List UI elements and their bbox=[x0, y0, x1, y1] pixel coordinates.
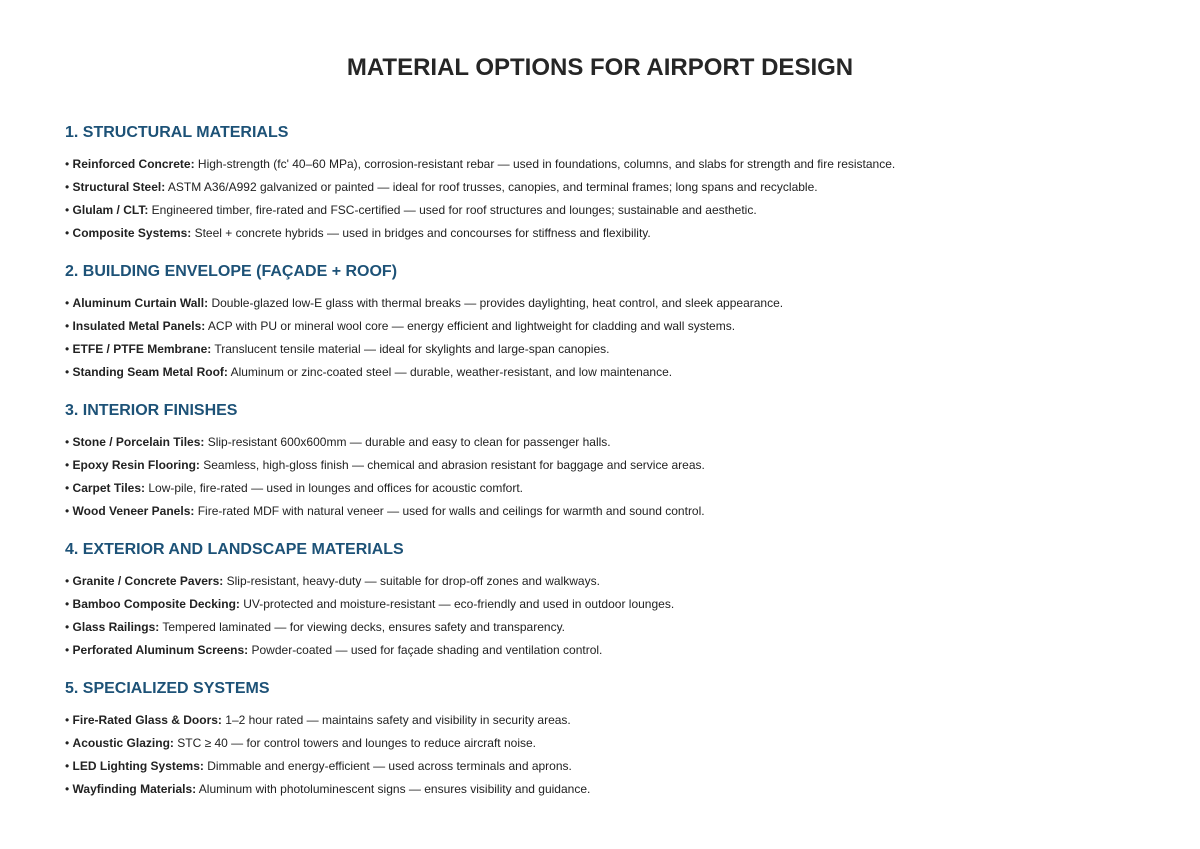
item-description: Slip-resistant 600x600mm — durable and easy to clean for passenger halls. bbox=[207, 435, 611, 449]
item-description: Dimmable and energy-efficient — used across terminals and aprons. bbox=[207, 759, 572, 773]
item-description: Steel + concrete hybrids — used in bridges and concourses for stiffness and flexibility. bbox=[194, 226, 651, 240]
bullet-icon: • bbox=[65, 296, 70, 310]
list-item bbox=[65, 222, 1145, 245]
item-label: ETFE / PTFE Membrane: bbox=[72, 342, 212, 356]
item-label: Wayfinding Materials: bbox=[72, 782, 197, 796]
list-item bbox=[65, 361, 1145, 384]
bullet-icon: • bbox=[65, 203, 70, 217]
item-description: Low-pile, fire-rated — used in lounges and offices for acoustic comfort. bbox=[148, 481, 523, 495]
bullet-icon: • bbox=[65, 342, 70, 356]
item-label: Perforated Aluminum Screens: bbox=[72, 643, 249, 657]
list-item bbox=[65, 500, 1145, 523]
bullet-icon: • bbox=[65, 180, 70, 194]
section-heading: 4. EXTERIOR AND LANDSCAPE MATERIALS bbox=[65, 541, 404, 558]
bullet-icon: • bbox=[65, 574, 70, 588]
item-description: STC ≥ 40 — for control towers and lounges to reduce aircraft noise. bbox=[177, 736, 536, 750]
list-item bbox=[65, 570, 1145, 593]
section-heading: 2. BUILDING ENVELOPE (FAÇADE + ROOF) bbox=[65, 263, 398, 280]
bullet-icon: • bbox=[65, 736, 70, 750]
item-description: Tempered laminated — for viewing decks, ensures safety and transparency. bbox=[162, 620, 566, 634]
item-description: ACP with PU or mineral wool core — energy efficient and lightweight for cladding and wall systems. bbox=[207, 319, 736, 333]
bullet-icon: • bbox=[65, 365, 70, 379]
bullet-icon: • bbox=[65, 226, 70, 240]
item-label: Structural Steel: bbox=[72, 180, 166, 194]
section bbox=[65, 540, 1145, 662]
bullet-icon: • bbox=[65, 643, 70, 657]
bullet-icon: • bbox=[65, 759, 70, 773]
list-item bbox=[65, 454, 1145, 477]
section-heading: 1. STRUCTURAL MATERIALS bbox=[65, 124, 289, 141]
item-description: Seamless, high-gloss finish — chemical and abrasion resistant for baggage and service areas. bbox=[203, 458, 705, 472]
list-item bbox=[65, 732, 1145, 755]
section bbox=[65, 401, 1145, 523]
section bbox=[65, 679, 1145, 801]
section bbox=[65, 262, 1145, 384]
list-item bbox=[65, 431, 1145, 454]
bullet-icon: • bbox=[65, 713, 70, 727]
item-label: Glass Railings: bbox=[72, 620, 160, 634]
bullet-icon: • bbox=[65, 458, 70, 472]
document-body bbox=[65, 123, 1145, 818]
list-item bbox=[65, 199, 1145, 222]
item-label: Reinforced Concrete: bbox=[72, 157, 195, 171]
list-item bbox=[65, 153, 1145, 176]
item-description: UV-protected and moisture-resistant — eco-friendly and used in outdoor lounges. bbox=[243, 597, 675, 611]
bullet-icon: • bbox=[65, 597, 70, 611]
item-label: Standing Seam Metal Roof: bbox=[72, 365, 228, 379]
section-heading: 3. INTERIOR FINISHES bbox=[65, 402, 238, 419]
item-description: Powder-coated — used for façade shading and ventilation control. bbox=[251, 643, 603, 657]
item-label: LED Lighting Systems: bbox=[72, 759, 204, 773]
list-item bbox=[65, 292, 1145, 315]
item-description: Translucent tensile material — ideal for skylights and large-span canopies. bbox=[214, 342, 610, 356]
item-label: Carpet Tiles: bbox=[72, 481, 146, 495]
bullet-icon: • bbox=[65, 504, 70, 518]
list-item bbox=[65, 709, 1145, 732]
item-label: Wood Veneer Panels: bbox=[72, 504, 195, 518]
item-description: Double-glazed low-E glass with thermal breaks — provides daylighting, heat control, and sleek appearance. bbox=[211, 296, 784, 310]
item-label: Fire-Rated Glass & Doors: bbox=[72, 713, 222, 727]
item-label: Glulam / CLT: bbox=[72, 203, 149, 217]
list-item bbox=[65, 176, 1145, 199]
bullet-icon: • bbox=[65, 157, 70, 171]
list-item bbox=[65, 755, 1145, 778]
bullet-icon: • bbox=[65, 319, 70, 333]
list-item bbox=[65, 778, 1145, 801]
item-description: Aluminum with photoluminescent signs — ensures visibility and guidance. bbox=[198, 782, 591, 796]
item-description: Engineered timber, fire-rated and FSC-certified — used for roof structures and lounges; sustainable and aesthetic. bbox=[151, 203, 757, 217]
item-label: Bamboo Composite Decking: bbox=[72, 597, 240, 611]
item-label: Epoxy Resin Flooring: bbox=[72, 458, 200, 472]
item-label: Insulated Metal Panels: bbox=[72, 319, 206, 333]
item-description: ASTM A36/A992 galvanized or painted — ideal for roof trusses, canopies, and terminal frames; long spans and recyclable. bbox=[167, 180, 818, 194]
bullet-icon: • bbox=[65, 620, 70, 634]
list-item bbox=[65, 639, 1145, 662]
bullet-icon: • bbox=[65, 481, 70, 495]
item-description: Fire-rated MDF with natural veneer — used for walls and ceilings for warmth and sound control. bbox=[197, 504, 705, 518]
item-description: 1–2 hour rated — maintains safety and visibility in security areas. bbox=[225, 713, 571, 727]
item-description: Slip-resistant, heavy-duty — suitable for drop-off zones and walkways. bbox=[226, 574, 600, 588]
item-label: Acoustic Glazing: bbox=[72, 736, 174, 750]
bullet-icon: • bbox=[65, 782, 70, 796]
item-label: Aluminum Curtain Wall: bbox=[72, 296, 209, 310]
list-item bbox=[65, 593, 1145, 616]
list-item bbox=[65, 315, 1145, 338]
item-label: Stone / Porcelain Tiles: bbox=[72, 435, 205, 449]
item-description: High-strength (fc' 40–60 MPa), corrosion-resistant rebar — used in foundations, columns, and slabs for strength and fire resistance. bbox=[197, 157, 896, 171]
section-heading: 5. SPECIALIZED SYSTEMS bbox=[65, 680, 270, 697]
page-title: MATERIAL OPTIONS FOR AIRPORT DESIGN bbox=[346, 54, 854, 81]
item-description: Aluminum or zinc-coated steel — durable, weather-resistant, and low maintenance. bbox=[230, 365, 673, 379]
item-label: Granite / Concrete Pavers: bbox=[72, 574, 224, 588]
bullet-icon: • bbox=[65, 435, 70, 449]
list-item bbox=[65, 477, 1145, 500]
section bbox=[65, 123, 1145, 245]
item-label: Composite Systems: bbox=[72, 226, 192, 240]
list-item bbox=[65, 338, 1145, 361]
list-item bbox=[65, 616, 1145, 639]
